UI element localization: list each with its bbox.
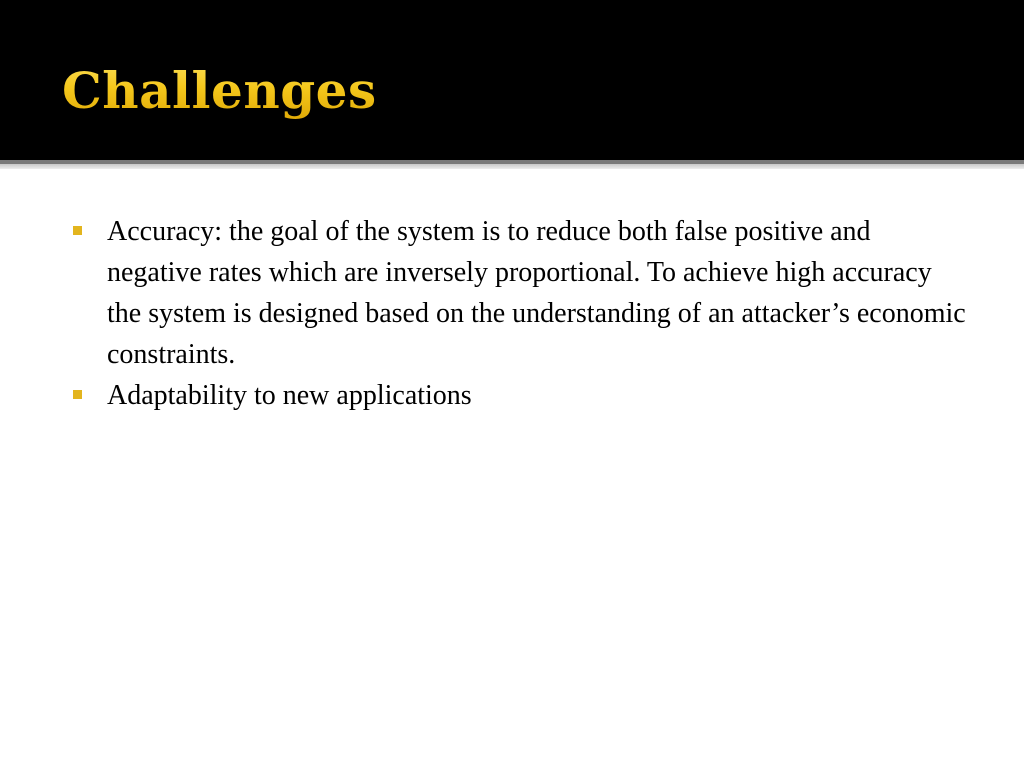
bullet-text: Adaptability to new applications [107, 380, 472, 411]
bullet-text: Accuracy: the goal of the system is to reduce both false positive and negative rates which are inversely proportional. To achieve high accuracy the system is designed based on the understanding of an attacker’s economic constraints. [107, 216, 966, 370]
square-bullet-icon [73, 226, 82, 235]
square-bullet-icon [73, 390, 82, 399]
bullet-item-adaptability [72, 375, 972, 416]
slide-title: Challenges [62, 52, 377, 130]
bullet-item-accuracy [72, 211, 972, 375]
title-divider-shadow [0, 164, 1024, 169]
bullet-list [72, 211, 972, 416]
title-band [0, 0, 1024, 160]
